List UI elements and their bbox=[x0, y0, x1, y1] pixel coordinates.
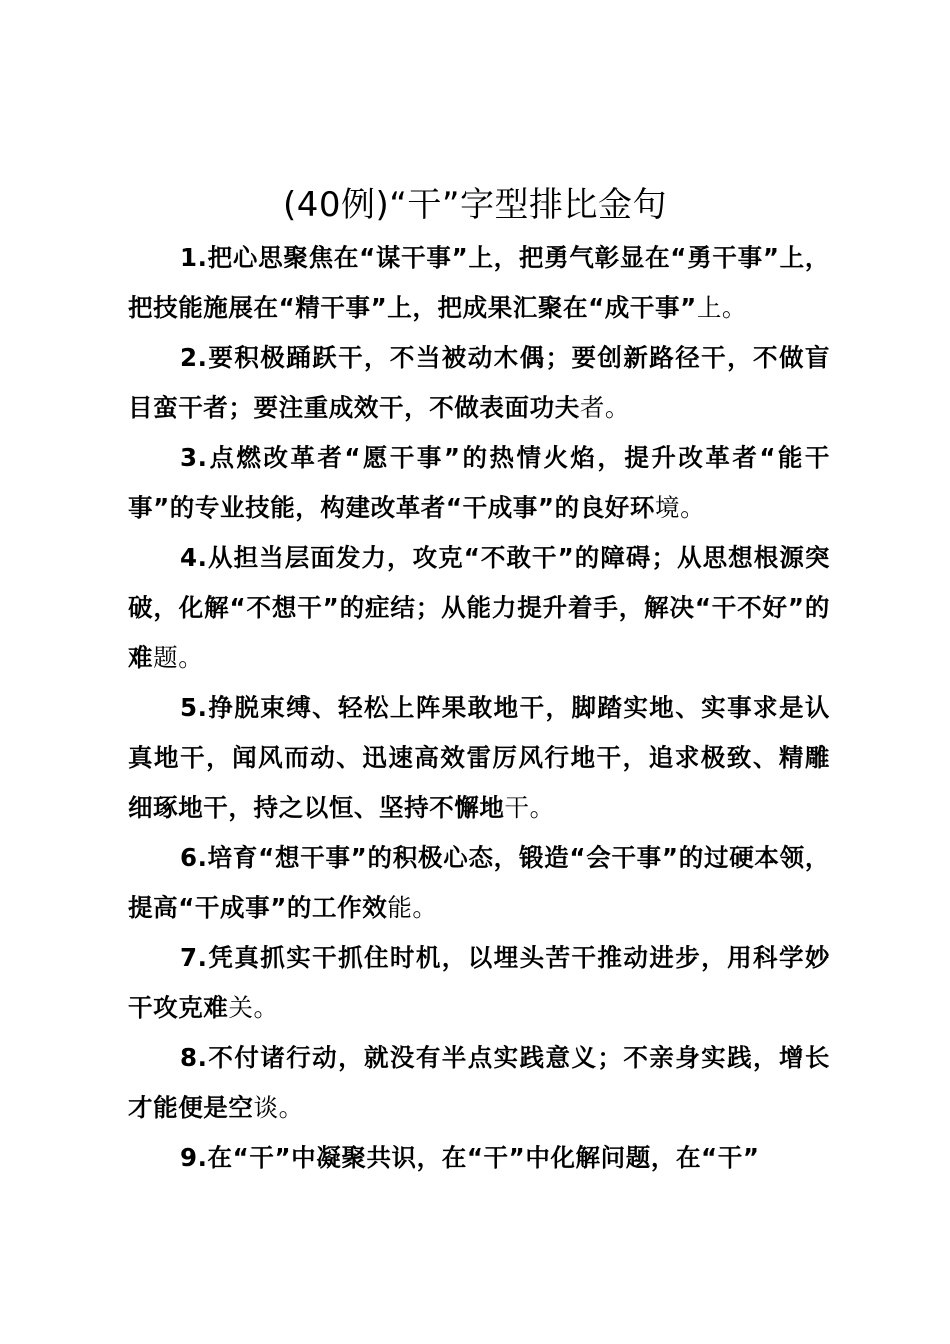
paragraph-bold-text: 3.点燃改革者“愿干事”的热情火焰，提升改革者“能干事”的专业技能，构建改革者“干成事”的良好环 bbox=[128, 443, 830, 522]
paragraph-8 bbox=[128, 1033, 830, 1133]
paragraph-5 bbox=[128, 683, 830, 833]
paragraph-tail-text: 关。 bbox=[228, 993, 279, 1022]
paragraph-tail-text: 题。 bbox=[153, 643, 204, 672]
paragraph-6 bbox=[128, 833, 830, 933]
paragraph-tail-text: 上。 bbox=[696, 293, 748, 322]
paragraph-bold-text: 5.挣脱束缚、轻松上阵果敢地干，脚踏实地、实事求是认真地干，闻风而动、迅速高效雷厉风行地干，追求极致、精雕细琢地干，持之以恒、坚持不懈地 bbox=[128, 693, 830, 822]
paragraph-tail-text: 能。 bbox=[387, 893, 438, 922]
paragraph-3 bbox=[128, 433, 830, 533]
paragraph-bold-text: 2.要积极踊跃干，不当被动木偶；要创新路径干，不做盲目蛮干者；要注重成效干，不做表面功夫 bbox=[128, 343, 830, 422]
document-body bbox=[128, 233, 830, 1183]
paragraph-bold-text: 4.从担当层面发力，攻克“不敢干”的障碍；从思想根源突破，化解“不想干”的症结；从能力提升着手，解决“干不好”的难 bbox=[128, 543, 830, 672]
paragraph-tail-text: 干。 bbox=[504, 793, 555, 822]
paragraph-bold-text: 1.把心思聚焦在“谋干事”上，把勇气彰显在“勇干事”上，把技能施展在“精干事”上，把成果汇聚在“成干事” bbox=[128, 243, 830, 322]
paragraph-tail-text: 者。 bbox=[579, 393, 631, 422]
paragraph-bold-text: 8.不付诸行动，就没有半点实践意义；不亲身实践，增长才能便是空 bbox=[128, 1043, 830, 1122]
paragraph-tail-text: 境。 bbox=[655, 493, 706, 522]
paragraph-7 bbox=[128, 933, 830, 1033]
paragraph-9 bbox=[128, 1133, 830, 1183]
paragraph-tail-text: 谈。 bbox=[253, 1093, 304, 1122]
paragraph-2 bbox=[128, 333, 830, 433]
paragraph-1 bbox=[128, 233, 830, 333]
paragraph-4 bbox=[128, 533, 830, 683]
paragraph-bold-text: 7.凭真抓实干抓住时机，以埋头苦干推动进步，用科学妙干攻克难 bbox=[128, 943, 830, 1022]
paragraph-bold-text: 6.培育“想干事”的积极心态，锻造“会干事”的过硬本领，提高“干成事”的工作效 bbox=[128, 843, 830, 922]
paragraph-bold-text: 9.在“干”中凝聚共识，在“干”中化解问题，在“干” bbox=[180, 1143, 760, 1172]
document-title: (40例)“干”字型排比金句 bbox=[282, 185, 668, 225]
